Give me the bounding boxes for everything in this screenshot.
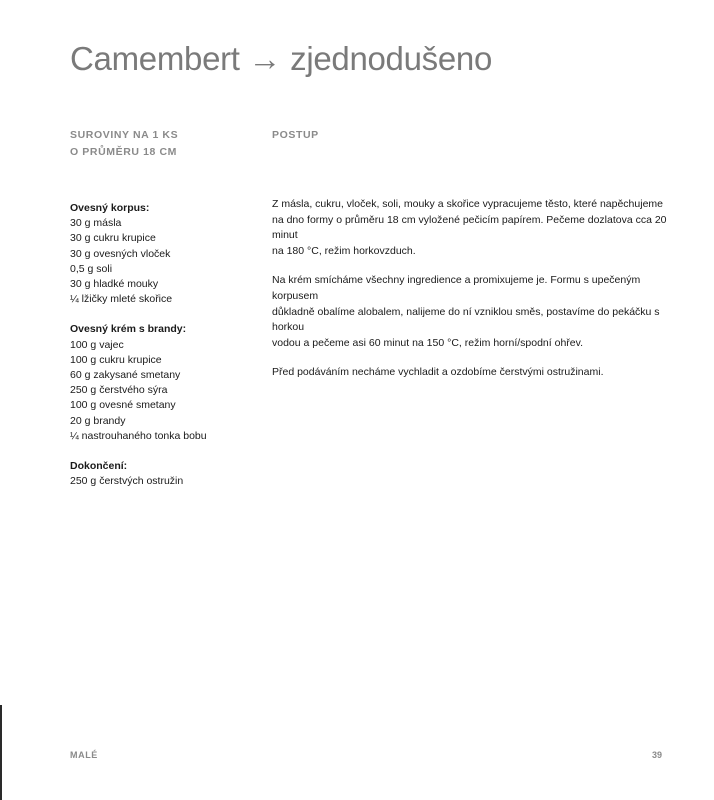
page-number: 39 [651, 750, 662, 760]
procedure-line: Z másla, cukru, vloček, soli, mouky a skořice vypracujeme těsto, které napěchujeme [272, 198, 663, 210]
ingredient-item: 250 g čerstvého sýra [70, 384, 168, 397]
ingredient-item: ¼ nastrouhaného tonka bobu [70, 429, 207, 442]
ingredient-group-korpus [70, 201, 265, 307]
procedure-text [272, 197, 682, 395]
footer-section-name: MALÉ [70, 750, 98, 760]
ingredient-item: 100 g vajec [70, 338, 124, 351]
procedure-paragraph [272, 197, 682, 259]
ingredient-item: 20 g brandy [70, 414, 126, 427]
ingredient-item: 0,5 g soli [70, 262, 113, 275]
procedure-line: na 180 °C, režim horkovzduch. [272, 244, 416, 257]
procedure-paragraph [272, 365, 682, 381]
ingredient-item: 100 g ovesné smetany [70, 399, 176, 412]
ingredient-item: 30 g hladké mouky [70, 278, 159, 291]
ingredient-group-dokonceni [70, 459, 265, 489]
ingredient-item: ¼ lžičky mleté skořice [70, 293, 173, 306]
ingredient-item: 60 g zakysané smetany [70, 369, 181, 382]
ingredient-group-title: Ovesný korpus: [70, 202, 150, 214]
ingredient-item: 100 g cukru krupice [70, 353, 162, 366]
ingredients-label-line: O PRŮMĚRU 18 CM [70, 146, 178, 158]
ingredient-item: 30 g ovesných vloček [70, 247, 171, 260]
ingredient-item: 250 g čerstvých ostružin [70, 475, 184, 488]
ingredients-label-line: SUROVINY NA 1 KS [70, 129, 179, 141]
procedure-line: Na krém smícháme všechny ingredience a promixujeme je. Formu s upečeným korpusem [272, 274, 641, 302]
ingredients-label [70, 127, 178, 161]
procedure-line: Před podáváním necháme vychladit a ozdobíme čerstvými ostružinami. [272, 366, 604, 379]
procedure-line: na dno formy o průměru 18 cm vyložené pečicím papírem. Pečeme dozlatova cca 20 minut [272, 213, 667, 242]
ingredient-group-title: Dokončení: [70, 460, 128, 473]
procedure-label: POSTUP [272, 129, 319, 141]
ingredient-item: 30 g cukru krupice [70, 232, 156, 245]
ingredient-group-krem [70, 322, 265, 444]
procedure-line: důkladně obalíme alobalem, nalijeme do ní vzniklou směs, postavíme do pekáčku s horkou [272, 305, 660, 334]
page-edge-divider [0, 705, 2, 800]
ingredient-group-title: Ovesný krém s brandy: [70, 323, 187, 336]
procedure-paragraph [272, 273, 682, 351]
page-title: Camembert → zjednodušeno [70, 40, 493, 77]
procedure-line: vodou a pečeme asi 60 minut na 150 °C, režim horní/spodní ohřev. [272, 336, 584, 349]
ingredients-list [70, 201, 265, 504]
ingredient-item: 30 g másla [70, 217, 122, 230]
